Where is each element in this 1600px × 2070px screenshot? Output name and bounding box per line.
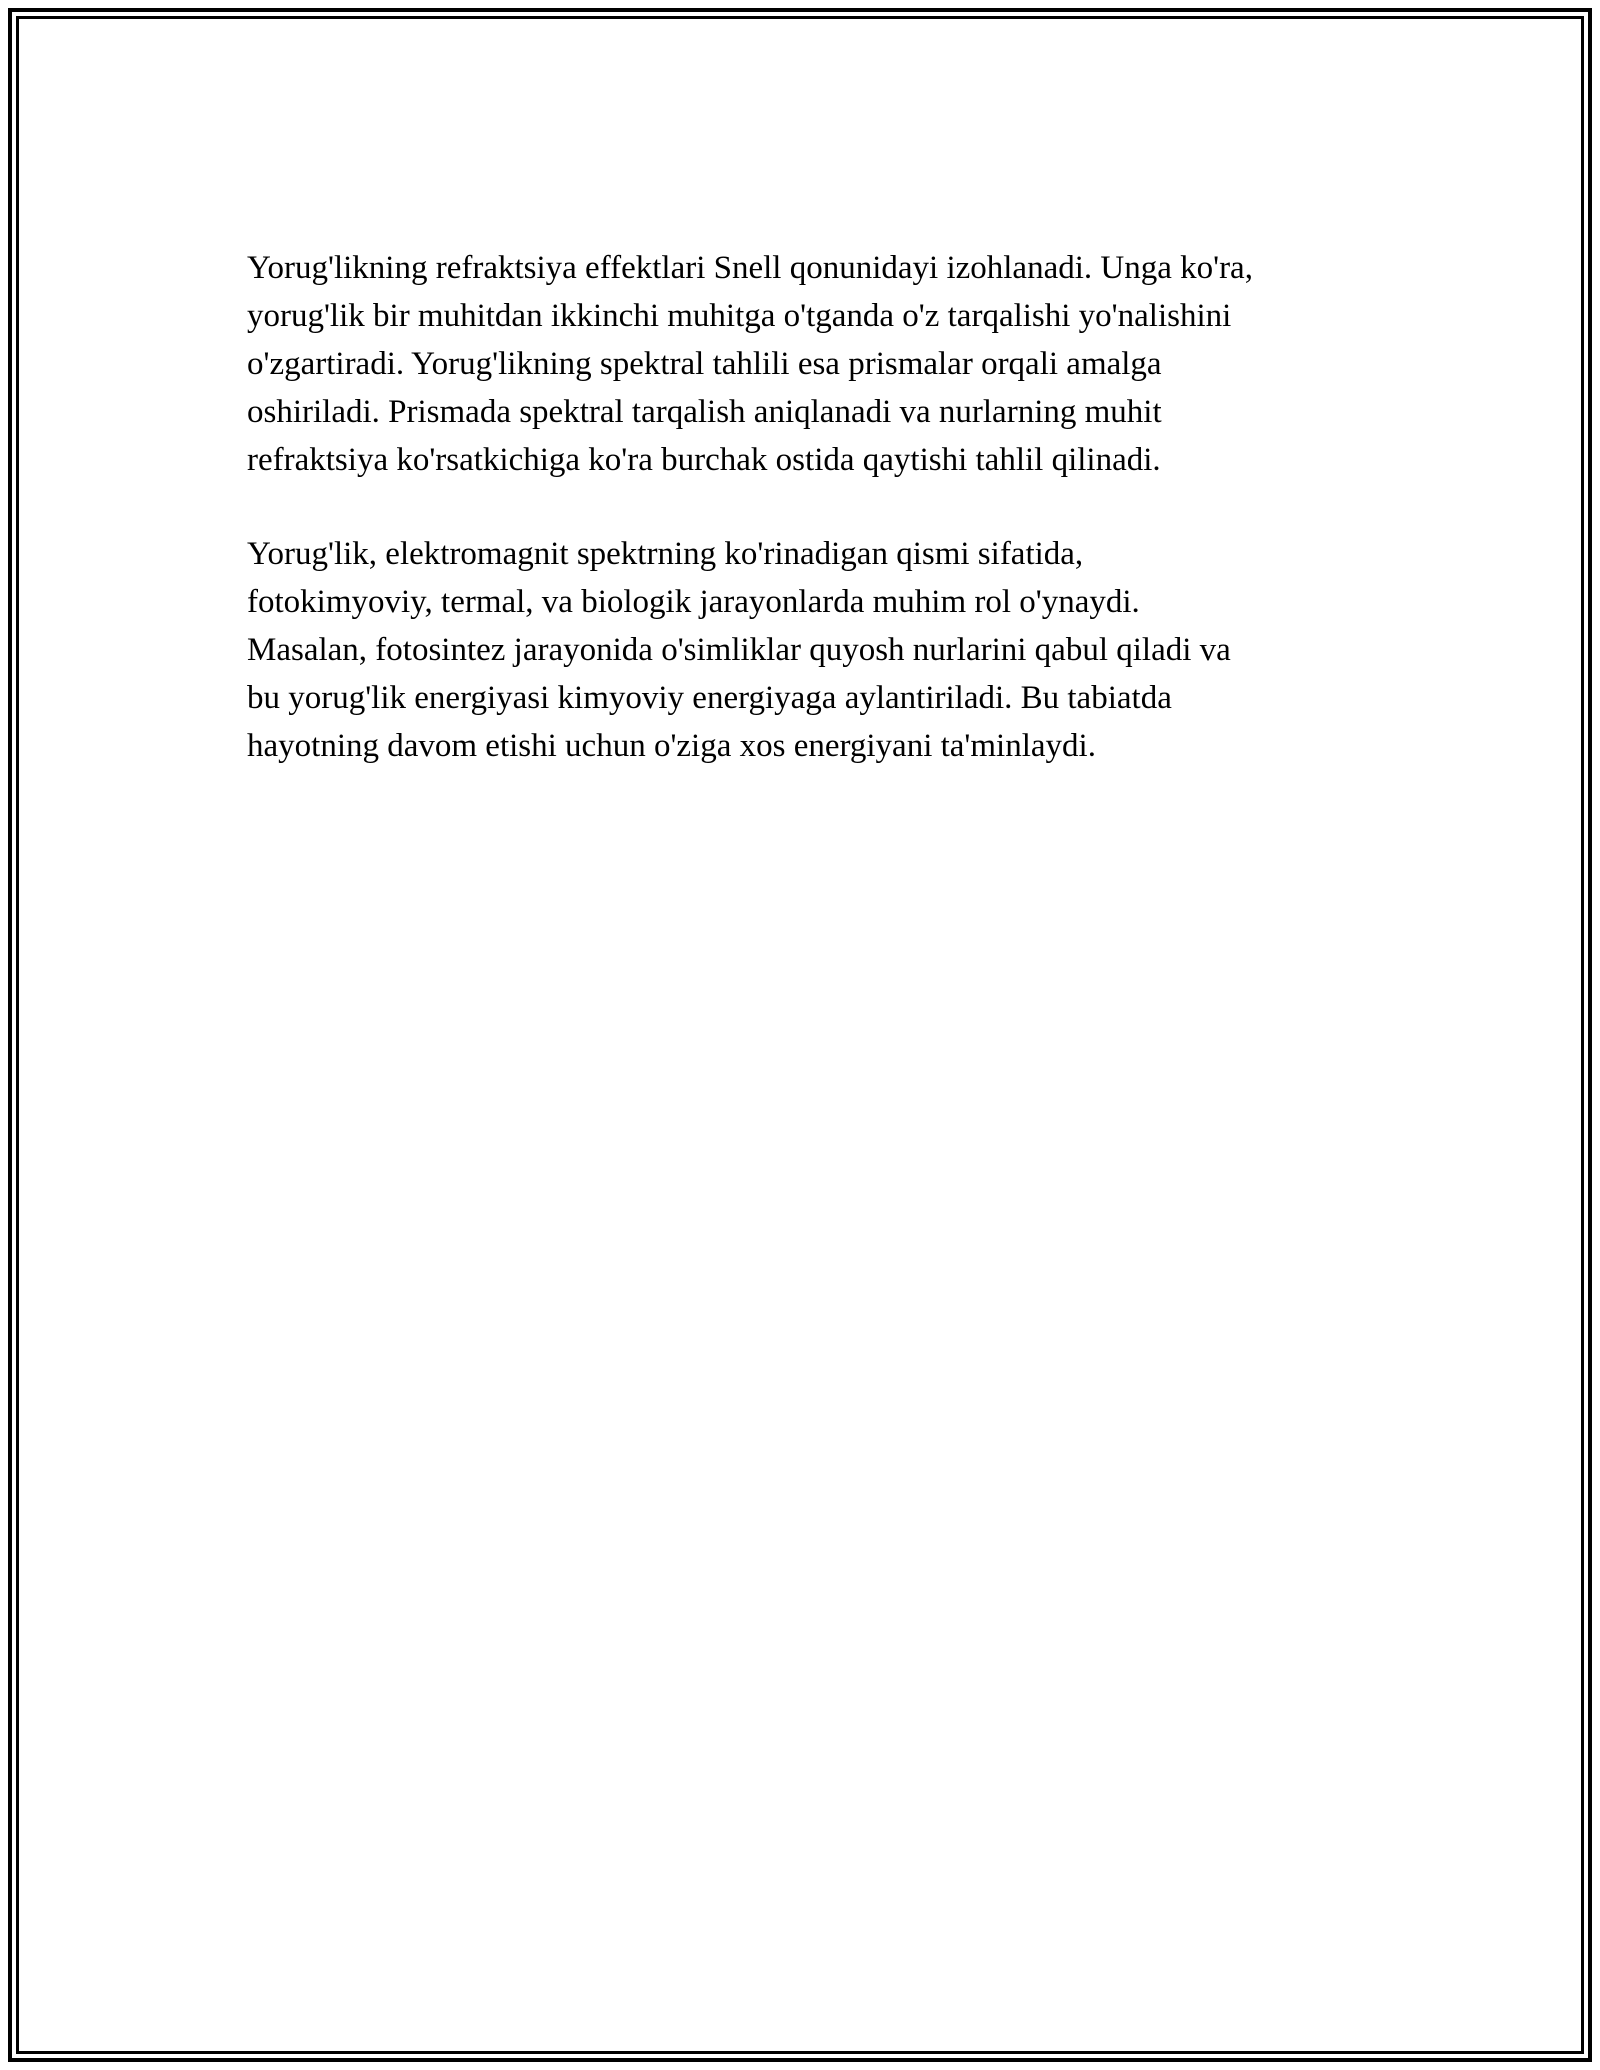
text-line: Masalan, fotosintez jarayonida o'simliklar quyosh nurlarini qabul qiladi va — [247, 632, 1231, 668]
paragraph-refraction — [247, 244, 1397, 484]
text-line: oshiriladi. Prismada spektral tarqalish aniqlanadi va nurlarning muhit — [247, 394, 1162, 430]
text-line: refraktsiya ko'rsatkichiga ko'ra burchak ostida qaytishi tahlil qilinadi. — [247, 442, 1161, 478]
text-line: yorug'lik bir muhitdan ikkinchi muhitga o'tganda o'z tarqalishi yo'nalishini — [247, 298, 1232, 334]
text-line: Yorug'lik, elektromagnit spektrning ko'rinadigan qismi sifatida, — [247, 536, 1084, 572]
text-line: fotokimyoviy, termal, va biologik jarayonlarda muhim rol o'ynaydi. — [247, 584, 1140, 620]
text-line: hayotning davom etishi uchun o'ziga xos energiyani ta'minlaydi. — [247, 728, 1096, 764]
paragraph-photosynthesis — [247, 530, 1397, 770]
text-line: o'zgartiradi. Yorug'likning spektral tahlili esa prismalar orqali amalga — [247, 346, 1162, 382]
text-line: Yorug'likning refraktsiya effektlari Snell qonunidayi izohlanadi. Unga ko'ra, — [247, 250, 1253, 286]
page-border — [8, 8, 1592, 2062]
text-line: bu yorug'lik energiyasi kimyoviy energiyaga aylantiriladi. Bu tabiatda — [247, 680, 1172, 716]
document-body — [247, 244, 1397, 816]
